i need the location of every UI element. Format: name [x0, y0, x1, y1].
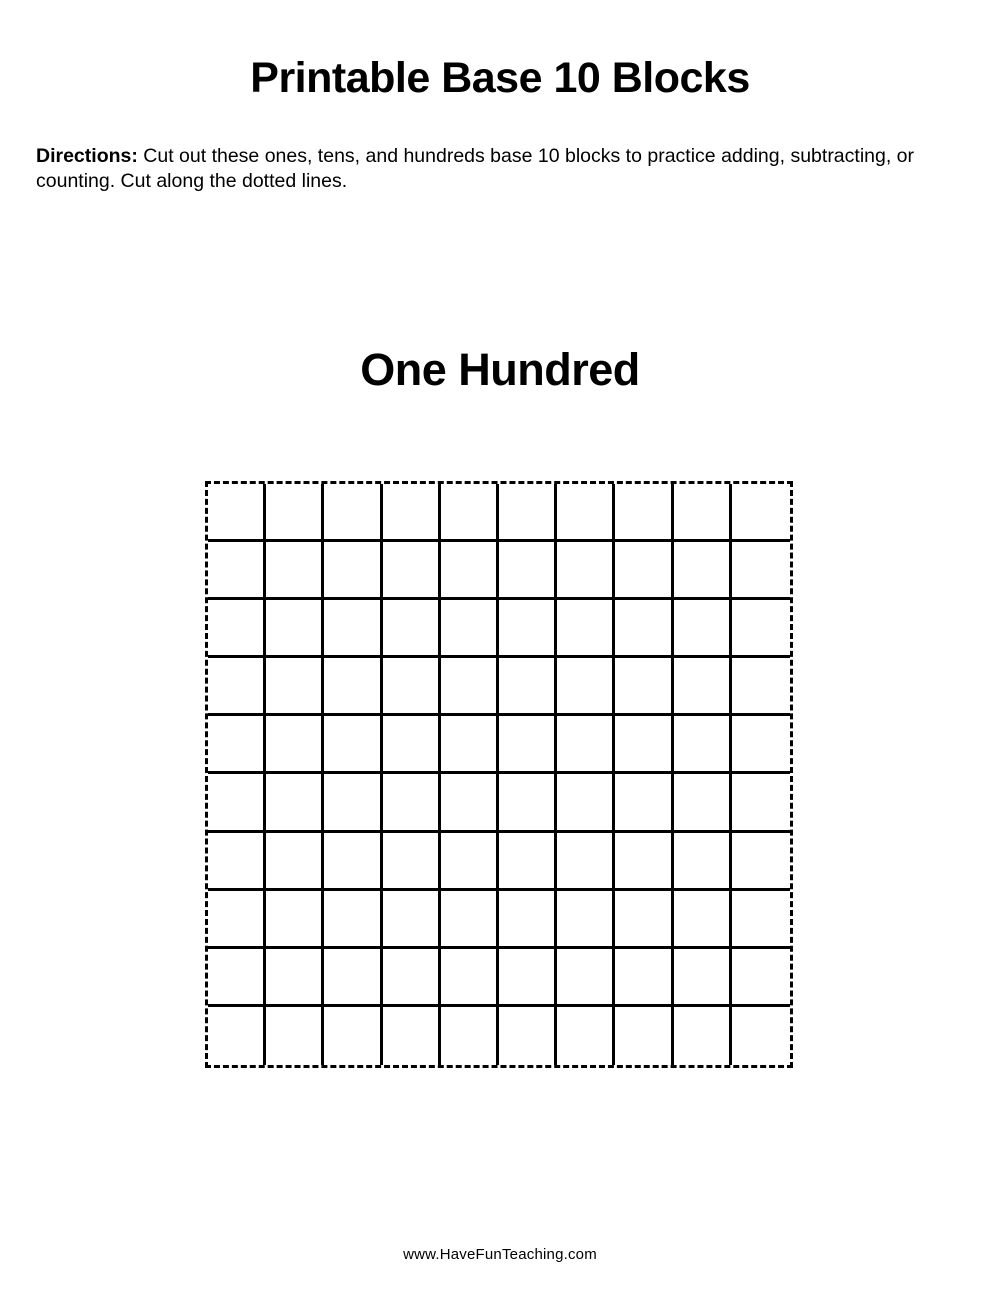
- grid-cell: [383, 833, 441, 891]
- grid-cell: [557, 1007, 615, 1065]
- grid-cell: [615, 833, 673, 891]
- grid-cell: [499, 774, 557, 832]
- grid-cell: [208, 891, 266, 949]
- section-heading: One Hundred: [360, 344, 640, 395]
- hundred-block-grid: [205, 481, 793, 1068]
- grid-cell: [732, 658, 790, 716]
- directions-label: Directions:: [36, 145, 138, 167]
- grid-cell: [499, 600, 557, 658]
- grid-cell: [499, 484, 557, 542]
- grid-cell: [615, 600, 673, 658]
- grid-cell: [674, 1007, 732, 1065]
- directions-text: Cut out these ones, tens, and hundreds base 10 blocks to practice adding, subtracting, or counting. Cut along the dotted lines.: [36, 145, 915, 193]
- grid-cell: [674, 600, 732, 658]
- grid-cell: [441, 833, 499, 891]
- grid-cell: [732, 484, 790, 542]
- grid-cell: [266, 833, 324, 891]
- grid-cell: [208, 949, 266, 1007]
- grid-cell: [266, 484, 324, 542]
- grid-cell: [266, 542, 324, 600]
- grid-cell: [383, 484, 441, 542]
- grid-cell: [324, 484, 382, 542]
- grid-cell: [441, 658, 499, 716]
- grid-cell: [324, 833, 382, 891]
- grid-cell: [615, 484, 673, 542]
- grid-cell: [441, 716, 499, 774]
- grid-cell: [732, 833, 790, 891]
- grid-cell: [324, 774, 382, 832]
- grid-cell: [208, 600, 266, 658]
- grid-cell: [499, 833, 557, 891]
- grid-cell: [732, 716, 790, 774]
- grid-cell: [557, 600, 615, 658]
- directions: [36, 144, 941, 195]
- footer-url: www.HaveFunTeaching.com: [403, 1246, 597, 1263]
- grid-cell: [499, 542, 557, 600]
- grid-cell: [441, 949, 499, 1007]
- grid-cell: [615, 774, 673, 832]
- grid-cell: [383, 600, 441, 658]
- grid-cell: [615, 716, 673, 774]
- grid-cell: [383, 774, 441, 832]
- grid-cell: [324, 716, 382, 774]
- grid-cell: [208, 542, 266, 600]
- grid-cell: [441, 774, 499, 832]
- grid-cell: [557, 949, 615, 1007]
- grid-cell: [499, 1007, 557, 1065]
- grid-cell: [441, 1007, 499, 1065]
- grid-cell: [266, 600, 324, 658]
- grid-cell: [208, 484, 266, 542]
- page-title: Printable Base 10 Blocks: [250, 54, 750, 102]
- grid-cell: [266, 1007, 324, 1065]
- grid-cell: [266, 949, 324, 1007]
- grid-cell: [557, 484, 615, 542]
- grid-cell: [674, 949, 732, 1007]
- grid-cell: [615, 542, 673, 600]
- grid-cell: [732, 542, 790, 600]
- grid-cell: [674, 774, 732, 832]
- grid-cell: [499, 891, 557, 949]
- grid-cell: [732, 774, 790, 832]
- grid-cell: [674, 716, 732, 774]
- grid-cell: [615, 1007, 673, 1065]
- grid-cell: [383, 716, 441, 774]
- grid-cell: [674, 658, 732, 716]
- grid-cell: [674, 891, 732, 949]
- grid-cell: [383, 542, 441, 600]
- grid-cell: [266, 716, 324, 774]
- grid-cell: [732, 891, 790, 949]
- grid-cell: [208, 833, 266, 891]
- grid-cell: [557, 542, 615, 600]
- grid-cell: [615, 949, 673, 1007]
- grid-cell: [732, 949, 790, 1007]
- grid-cell: [441, 484, 499, 542]
- grid-cell: [674, 833, 732, 891]
- grid-cell: [266, 658, 324, 716]
- grid-cell: [732, 1007, 790, 1065]
- grid-cell: [557, 658, 615, 716]
- grid-cell: [324, 542, 382, 600]
- grid-cell: [266, 774, 324, 832]
- grid-cell: [266, 891, 324, 949]
- grid-cell: [499, 949, 557, 1007]
- grid-cell: [557, 833, 615, 891]
- grid-cell: [383, 891, 441, 949]
- grid-cell: [208, 774, 266, 832]
- grid-cell: [324, 949, 382, 1007]
- grid-cell: [208, 1007, 266, 1065]
- grid-cell: [324, 600, 382, 658]
- grid-cell: [557, 716, 615, 774]
- grid-cell: [441, 600, 499, 658]
- grid-cell: [674, 484, 732, 542]
- grid-cell: [208, 716, 266, 774]
- grid-cell: [499, 716, 557, 774]
- grid-cell: [615, 658, 673, 716]
- grid-cell: [732, 600, 790, 658]
- grid-cell: [383, 949, 441, 1007]
- grid-cell: [557, 774, 615, 832]
- grid-cell: [615, 891, 673, 949]
- grid-cell: [324, 658, 382, 716]
- grid-cell: [674, 542, 732, 600]
- grid-cell: [441, 891, 499, 949]
- grid-cell: [208, 658, 266, 716]
- grid-cell: [441, 542, 499, 600]
- grid-cell: [383, 658, 441, 716]
- grid-cell: [557, 891, 615, 949]
- grid-cell: [324, 891, 382, 949]
- grid-cell: [324, 1007, 382, 1065]
- grid-cell: [499, 658, 557, 716]
- grid-cell: [383, 1007, 441, 1065]
